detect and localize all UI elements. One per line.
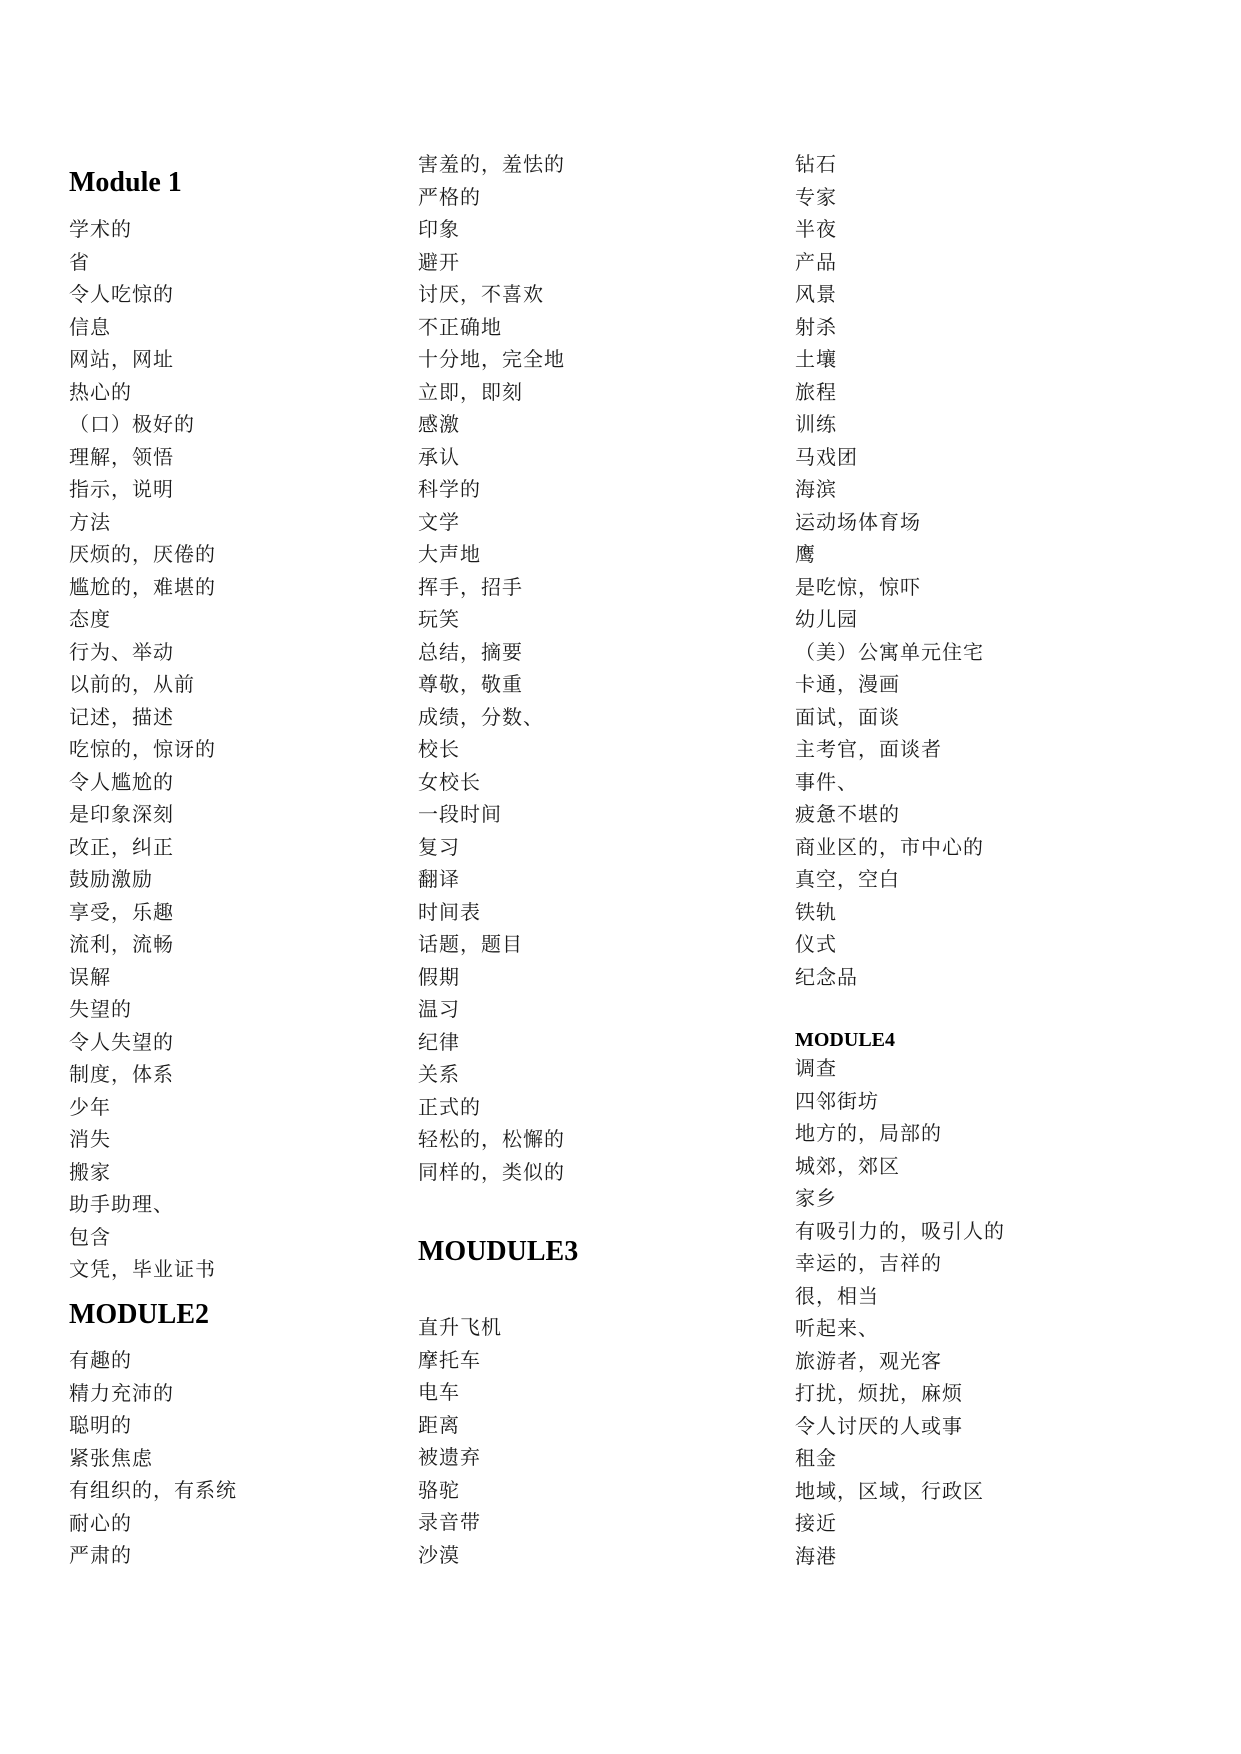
vocab-item: 失望的 xyxy=(69,997,132,1021)
vocab-item: 摩托车 xyxy=(418,1347,481,1372)
vocab-item: 话题，题目 xyxy=(418,932,523,956)
vocab-item: 马戏团 xyxy=(795,444,858,469)
vocab-item: 耐心的 xyxy=(69,1510,132,1535)
vocab-item: 以前的，从前 xyxy=(69,672,195,696)
vocab-item: 是吃惊，惊吓 xyxy=(795,574,921,599)
vocab-item: 接近 xyxy=(795,1511,837,1535)
vocab-item: 记述，描述 xyxy=(69,704,174,729)
vocab-item: 科学的 xyxy=(418,477,481,501)
vocab-item: 打扰，烦扰，麻烦 xyxy=(795,1381,963,1405)
vocab-item: 很，相当 xyxy=(795,1283,879,1308)
module3-heading: MOUDULE3 xyxy=(418,1236,579,1267)
vocab-item: 方法 xyxy=(69,509,111,534)
vocab-item: 信息 xyxy=(69,314,111,339)
vocab-item: 真空，空白 xyxy=(795,867,900,891)
vocab-item: 精力充沛的 xyxy=(69,1380,174,1405)
module4-heading: MODULE4 xyxy=(795,1029,895,1051)
vocab-item: 铁轨 xyxy=(795,899,837,924)
vocab-item: 假期 xyxy=(418,964,460,989)
column2-word-list xyxy=(418,148,565,1188)
vocab-item: 热心的 xyxy=(69,379,132,404)
vocab-item: 幼儿园 xyxy=(795,607,858,631)
vocab-item: 校长 xyxy=(418,737,460,761)
vocab-item: 温习 xyxy=(418,997,460,1021)
vocab-item: 半夜 xyxy=(795,217,837,241)
vocab-item: 尊敬，敬重 xyxy=(418,672,523,696)
vocab-item: 文凭，毕业证书 xyxy=(69,1257,216,1281)
vocab-item: 租金 xyxy=(795,1446,837,1470)
vocab-item: 沙漠 xyxy=(418,1542,460,1567)
vocab-item: 仪式 xyxy=(795,932,837,956)
vocab-item: 旅游者，观光客 xyxy=(795,1348,942,1373)
module1-word-list xyxy=(69,213,216,1286)
vocab-item: 享受，乐趣 xyxy=(69,899,174,924)
vocab-item: 家乡 xyxy=(795,1186,837,1210)
vocab-item: 令人尴尬的 xyxy=(69,769,174,794)
vocab-item: 感激 xyxy=(418,412,460,436)
vocab-item: 少年 xyxy=(69,1094,111,1119)
vocab-item: 复习 xyxy=(418,834,460,859)
vocab-item: 纪律 xyxy=(418,1029,460,1054)
vocab-item: 海港 xyxy=(795,1543,837,1568)
vocab-item: 指示，说明 xyxy=(69,477,174,501)
vocab-item: 严肃的 xyxy=(69,1543,132,1567)
vocab-item: 运动场体育场 xyxy=(795,509,921,534)
vocab-item: 土壤 xyxy=(795,347,837,371)
vocab-item: 四邻街坊 xyxy=(795,1088,879,1113)
vocab-item: 录音带 xyxy=(418,1510,481,1534)
vocab-item: 行为、举动 xyxy=(69,639,174,664)
vocab-item: 专家 xyxy=(795,184,837,209)
vocab-item: 成绩，分数、 xyxy=(418,704,544,729)
vocab-item: 城郊，郊区 xyxy=(795,1153,900,1178)
vocab-item: 有吸引力的，吸引人的 xyxy=(795,1218,1005,1243)
module4-word-list xyxy=(795,1052,1005,1572)
vocab-item: 听起来、 xyxy=(795,1316,879,1340)
vocab-item: 幸运的，吉祥的 xyxy=(795,1251,942,1275)
module2-word-list xyxy=(69,1344,237,1572)
vocab-item: 制度，体系 xyxy=(69,1062,174,1086)
vocab-item: 总结，摘要 xyxy=(418,639,523,664)
vocab-item: 玩笑 xyxy=(418,607,460,631)
vocab-item: 同样的，类似的 xyxy=(418,1159,565,1184)
vocab-item: 害羞的，羞怯的 xyxy=(418,152,565,176)
vocab-item: 时间表 xyxy=(418,899,481,924)
vocab-item: 正式的 xyxy=(418,1094,481,1119)
vocab-item: 令人失望的 xyxy=(69,1029,174,1054)
vocab-item: 消失 xyxy=(69,1127,111,1151)
vocab-item: 学术的 xyxy=(69,217,132,241)
vocab-item: 鹰 xyxy=(795,542,816,566)
vocab-item: 有趣的 xyxy=(69,1348,132,1372)
vocab-item: 助手助理、 xyxy=(69,1192,174,1216)
vocab-item: 地域，区域，行政区 xyxy=(795,1478,984,1503)
vocab-item: 十分地，完全地 xyxy=(418,347,565,371)
vocab-item: 翻译 xyxy=(418,867,460,891)
vocab-item: 搬家 xyxy=(69,1159,111,1184)
vocab-item: 吃惊的，惊讶的 xyxy=(69,737,216,761)
vocab-item: 训练 xyxy=(795,412,837,436)
vocab-item: 理解，领悟 xyxy=(69,444,174,469)
vocab-item: 避开 xyxy=(418,249,460,274)
vocab-item: 卡通，漫画 xyxy=(795,672,900,696)
vocab-item: 一段时间 xyxy=(418,802,502,826)
vocab-item: 省 xyxy=(69,249,90,274)
vocab-item: 钻石 xyxy=(795,152,837,176)
vocab-item: 主考官，面谈者 xyxy=(795,737,942,761)
vocab-item: 风景 xyxy=(795,282,837,306)
module3-word-list xyxy=(418,1311,502,1571)
vocab-item: 不正确地 xyxy=(418,314,502,339)
vocab-item: 令人讨厌的人或事 xyxy=(795,1413,963,1438)
vocab-item: 直升飞机 xyxy=(418,1315,502,1339)
vocab-item: 产品 xyxy=(795,249,837,274)
vocab-item: 调查 xyxy=(795,1056,837,1080)
vocab-item: 文学 xyxy=(418,509,460,534)
vocab-item: 讨厌，不喜欢 xyxy=(418,282,544,306)
vocab-item: 女校长 xyxy=(418,769,481,794)
vocab-item: 射杀 xyxy=(795,314,837,339)
vocab-item: （口）极好的 xyxy=(69,412,195,436)
vocab-item: 态度 xyxy=(69,607,111,631)
column3-word-list xyxy=(795,148,984,993)
vocab-item: 误解 xyxy=(69,964,111,989)
vocab-item: 旅程 xyxy=(795,379,837,404)
vocab-item: 尴尬的，难堪的 xyxy=(69,574,216,599)
vocab-item: 印象 xyxy=(418,217,460,241)
vocab-item: 有组织的，有系统 xyxy=(69,1478,237,1502)
vocab-item: 聪明的 xyxy=(69,1413,132,1437)
vocab-item: 紧张焦虑 xyxy=(69,1445,153,1470)
vocab-item: 纪念品 xyxy=(795,964,858,989)
vocab-item: 电车 xyxy=(418,1380,460,1404)
vocab-item: 海滨 xyxy=(795,477,837,501)
vocab-item: 改正，纠正 xyxy=(69,834,174,859)
vocab-item: 大声地 xyxy=(418,542,481,566)
vocab-item: 令人吃惊的 xyxy=(69,282,174,306)
vocab-item: 面试，面谈 xyxy=(795,704,900,729)
module2-heading: MODULE2 xyxy=(69,1299,209,1330)
vocab-item: 承认 xyxy=(418,444,460,469)
vocab-item: （美）公寓单元住宅 xyxy=(795,639,984,664)
vocab-item: 事件、 xyxy=(795,769,858,794)
module1-heading: Module 1 xyxy=(69,167,182,198)
vocab-item: 地方的，局部的 xyxy=(795,1121,942,1145)
vocab-item: 严格的 xyxy=(418,184,481,209)
vocab-item: 立即，即刻 xyxy=(418,379,523,404)
vocab-item: 骆驼 xyxy=(418,1477,460,1502)
vocab-item: 距离 xyxy=(418,1412,460,1437)
vocab-item: 流利，流畅 xyxy=(69,932,174,956)
vocab-item: 厌烦的，厌倦的 xyxy=(69,542,216,566)
vocab-item: 关系 xyxy=(418,1062,460,1086)
vocab-item: 挥手，招手 xyxy=(418,574,523,599)
vocab-item: 轻松的，松懈的 xyxy=(418,1127,565,1151)
vocab-item: 是印象深刻 xyxy=(69,802,174,826)
vocab-item: 鼓励激励 xyxy=(69,867,153,891)
vocab-item: 网站，网址 xyxy=(69,347,174,371)
vocab-item: 包含 xyxy=(69,1224,111,1249)
vocab-item: 被遗弃 xyxy=(418,1445,481,1469)
vocab-item: 疲惫不堪的 xyxy=(795,802,900,826)
vocab-item: 商业区的，市中心的 xyxy=(795,834,984,859)
